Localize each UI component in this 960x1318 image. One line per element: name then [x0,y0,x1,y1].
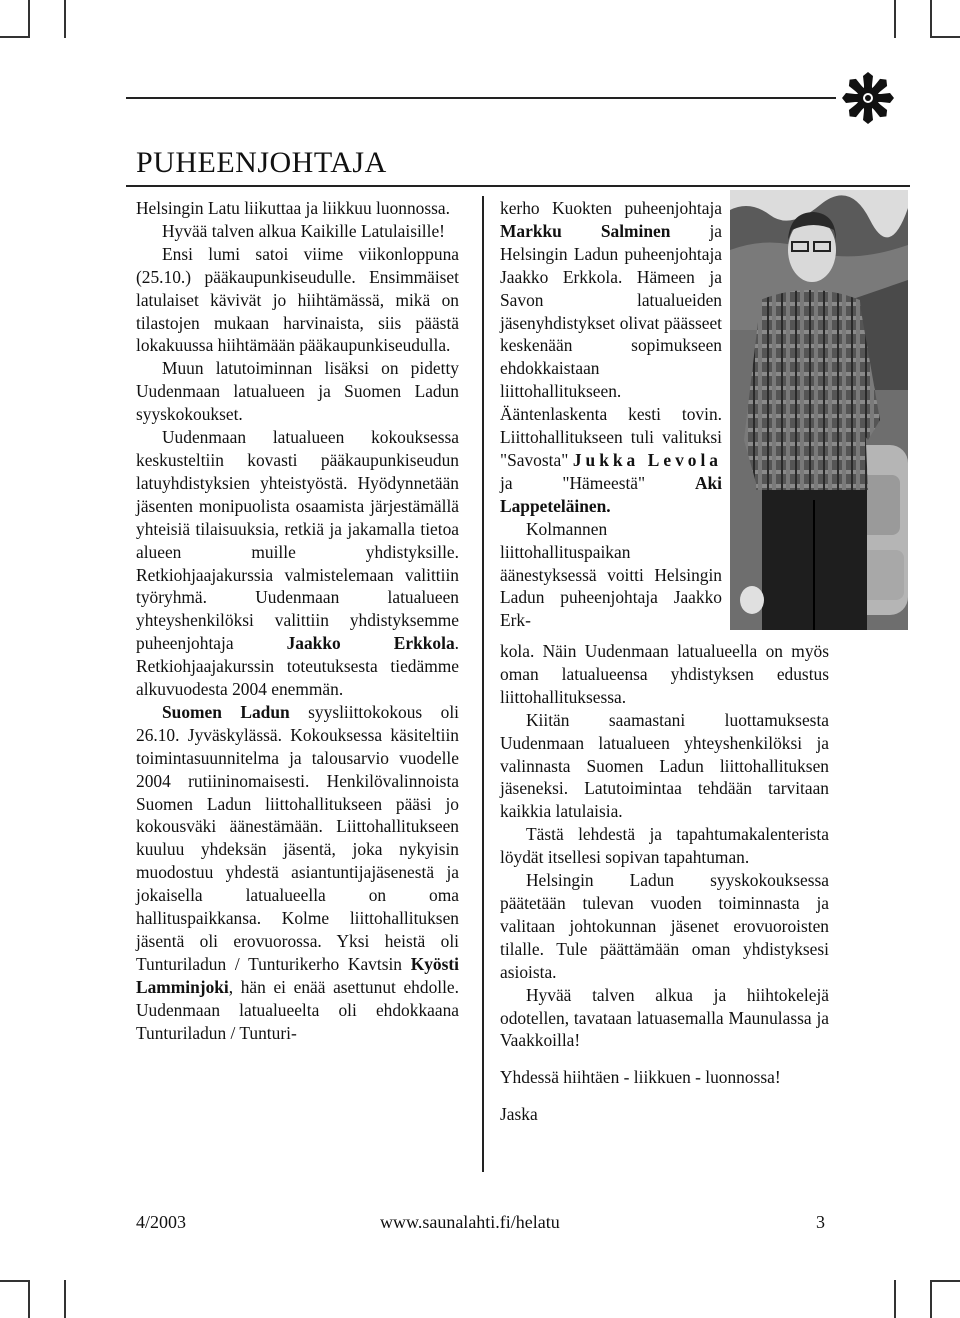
page-title: PUHEENJOHTAJA [136,146,387,179]
crop-mark [930,1280,932,1318]
paragraph: Tästä lehdestä ja tapahtumakalenterista löydät itsellesi sopivan tapahtuman. [500,824,829,868]
crop-mark [64,1280,66,1318]
crop-mark [28,0,30,38]
crop-mark [932,1280,960,1282]
paragraph: Muun latutoiminnan lisäksi on pidetty Uudenmaan latualueen ja Suomen Ladun syyskokoukset. [136,358,459,425]
crop-mark [28,1280,30,1318]
paragraph: Hyvää talven alkua ja hiihtokelejä odotellen, tavataan latuasemalla Maunulassa ja Vaakkoilla! [500,984,829,1051]
title-rule [126,185,910,187]
name-highlight: Jukka Levola [572,449,722,470]
crop-mark [930,0,932,38]
name-highlight: Markku Salminen [500,220,671,241]
column-divider [482,196,484,1172]
paragraph: Helsingin Ladun syyskokouksessa päätetään tulevan vuoden toiminnasta ja valitaan johtokunnan jäsenet erovuoroisten tilalle. Tule päättämään oman yhdistyksesi asioista. [500,870,829,982]
name-highlight: Jaakko Erkkola [286,633,455,654]
crop-mark [0,36,28,38]
right-column-top [500,197,722,632]
paragraph: kola. Näin Uudenmaan latualueella on myös oman latualueensa yhdistyksen edustus liittohallituksessa. [500,641,829,707]
header-rule [126,97,836,99]
slogan: Yhdessä hiihtäen - liikkuen - luonnossa! [500,1067,781,1088]
crop-mark [894,1280,896,1318]
issue-number: 4/2003 [136,1212,187,1232]
paragraph: kerho Kuokten puheenjohtaja Markku Salminen ja Helsingin Ladun puheenjohtaja Jaakko Erkkola. Hämeen ja Savon latualueiden jäsenyhdistykset olivat päässeet keskenään sopimukseen ehdokkaistaan liittohallitukseen. Ääntenlaskenta kesti tovin. Liittohallitukseen tuli valituksi "Savosta" Jukka Levola ja "Hämeestä" Aki Lappeteläinen. [500,198,722,516]
paragraph: Uudenmaan latualueen kokouksessa keskusteltiin kovasti pääkaupunkiseudun latuyhdistyksien yhteistyöstä. Hyödynnetään jäsenten monipuolista osaamista järjestämällä yhteisiä tilaisuuksia, retkiä ja jakamalla tietoa alueen muille yhdistyksille. Retkiohjaajakurssia valmistelemaan valittiin työryhmä. Uudenmaan latualueen yhteyshenkilöksi valittiin yhdistyksemme puheenjohtaja Jaakko Erkkola. Retkiohjaajakurssin toteutuksesta tiedämme alkuvuodesta 2004 enemmän. [136,427,460,700]
crop-mark [64,0,66,38]
name-highlight: Kyösti Lamminjoki [136,953,459,997]
name-highlight: Suomen Ladun [162,701,290,722]
paragraph: Suomen Ladun syysliittokokous oli 26.10. Jyväskylässä. Kokouksessa käsiteltiin toimintasuunnitelma ja talousarvio vuodelle 2004 rutiininomaisesti. Henkilövalinnoista Suomen Ladun liittohallitukseen pääsi jo kokousväki äänestämään. Liittohallitukseen kuuluu yhdeksän jäsentä, joka nykyisin muodostuu yhdestä asiantuntijajäsenestä ja jokaisella latualueella on oma hallituspaikkansa. Kolme liittohallituksen jäsentä oli erovuorossa. Yksi heistä oli Tunturiladun / Tunturikerho Kavtsin Kyösti Lamminjoki, hän ei enää asettunut ehdolle. Uudenmaan latualueelta oli ehdokkaana Tunturiladun / Tunturi- [136,701,460,1043]
page-number: 3 [816,1212,825,1232]
paragraph: Hyvää talven alkua Kaikille Latulaisille! [162,220,445,241]
crop-mark [0,1280,28,1282]
crop-mark [932,36,960,38]
name-highlight: Aki Lappeteläinen. [500,472,722,516]
portrait-photo [730,190,908,630]
left-column [136,197,459,1045]
snowflake-icon [842,72,894,124]
footer-url[interactable]: www.saunalahti.fi/helatu [380,1212,560,1232]
crop-mark [894,0,896,38]
paragraph: Ensi lumi satoi viime viikonloppuna (25.10.) pääkaupunkiseudulle. Ensimmäiset latulaiset kävivät jo hiihtämässä, mikä on tilastojen mukaan harvinaista, siis päästä lokakuussa hiihtämään pääkaupunkiseudulla. [136,243,459,356]
right-column-bottom [500,640,829,1126]
paragraph: Kiitän saamastani luottamuksesta Uudenmaan latualueen yhteyshenkilöksi ja valinnasta Suomen Ladun liittohallituksen jäseneksi. Latutoimintaa tehdään tarvitaan kaikkia latulaisia. [500,709,829,822]
signature: Jaska [500,1104,538,1125]
paragraph: Helsingin Latu liikuttaa ja liikkuu luonnossa. [136,198,450,218]
paragraph: Kolmannen liittohallituspaikan äänestyksessä voitti Helsingin Ladun puheenjohtaja Jaakko Erk- [500,518,722,631]
